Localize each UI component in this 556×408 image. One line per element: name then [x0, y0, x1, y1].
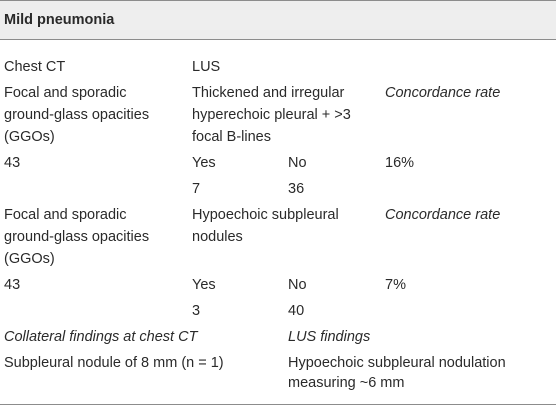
bottom-rule [0, 404, 556, 405]
s1-concordance-value: 16% [385, 155, 415, 171]
col-chest-ct: Chest CT [4, 59, 66, 75]
s1-lus-line3: focal B-lines [192, 129, 271, 145]
lus-nodule-line2: measuring ~6 mm [288, 375, 405, 391]
s2-lus-line2: nodules [192, 229, 243, 245]
s2-ct-line1: Focal and sporadic [4, 207, 127, 223]
s1-lus-line2: hyperechoic pleural + >3 [192, 107, 351, 123]
s2-yes-count: 3 [192, 303, 201, 319]
top-rule [0, 0, 556, 1]
s2-ct-count: 43 [4, 277, 21, 293]
header-rule [0, 39, 556, 40]
s1-ct-count: 43 [4, 155, 21, 171]
s2-no-count: 40 [288, 303, 305, 319]
lus-nodule-line1: Hypoechoic subpleural nodulation [288, 355, 506, 371]
s2-lus-line1: Hypoechoic subpleural [192, 207, 339, 223]
col-lus: LUS [192, 59, 221, 75]
s2-concordance-value: 7% [385, 277, 406, 293]
s1-no-count: 36 [288, 181, 305, 197]
s1-ct-line2: ground-glass opacities [4, 107, 150, 123]
s2-no-label: No [288, 277, 307, 293]
lus-findings-label: LUS findings [288, 329, 371, 345]
s1-ct-line1: Focal and sporadic [4, 85, 127, 101]
s1-concordance-label: Concordance rate [385, 85, 501, 101]
ct-nodule: Subpleural nodule of 8 mm (n = 1) [4, 355, 224, 371]
table-title: Mild pneumonia [4, 12, 115, 28]
s1-lus-line1: Thickened and irregular [192, 85, 345, 101]
s2-ct-line3: (GGOs) [4, 251, 55, 267]
s2-ct-line2: ground-glass opacities [4, 229, 150, 245]
s1-yes-count: 7 [192, 181, 201, 197]
s1-no-label: No [288, 155, 307, 171]
collateral-label: Collateral findings at chest CT [4, 329, 198, 345]
s1-yes-label: Yes [192, 155, 216, 171]
s2-concordance-label: Concordance rate [385, 207, 501, 223]
s2-yes-label: Yes [192, 277, 216, 293]
s1-ct-line3: (GGOs) [4, 129, 55, 145]
